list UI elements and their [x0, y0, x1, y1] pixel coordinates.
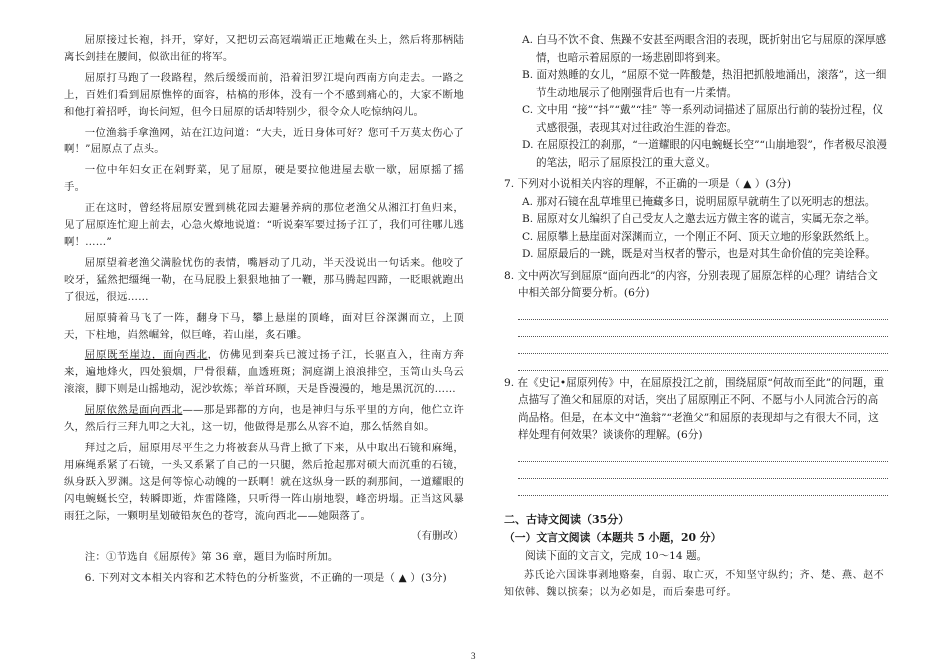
story-column	[64, 32, 464, 591]
option-d: D. 屈原最后的一跳，既是对当权者的警示，也是对其生命价值的完美诠释。	[522, 248, 876, 260]
question-6-options	[504, 32, 888, 172]
abridged-mark: （有删改）	[411, 530, 464, 543]
answer-line[interactable]	[518, 479, 888, 496]
option-c: C. 屈原攀上悬崖面对深渊而立，一个刚正不阿、顶天立地的形象跃然纸上。	[522, 230, 876, 243]
question-8	[504, 268, 888, 371]
story-paragraph: 屈原打马跑了一段路程，然后缓缓而前，沿着汨罗江堤向西南方向走去。一路之上，百姓们看到屈原憔悴的面容，枯槁的形体，没有一个不感到痛心的，大家不断地和他打着招呼，询长问短，但今日屈原的话却特别少，很令众人吃惊纳闷儿。	[64, 71, 464, 118]
story-paragraph: 屈原接过长袍，抖开，穿好，又把切云高冠端端正正地戴在头上，然后将那柄陆离长剑挂在腰间，似欲出征的将军。	[64, 34, 464, 63]
paragraph-text: ，仿佛见到秦兵已渡过扬子江，长驱直入，往南方奔来，遍地烽火，四处狼烟，尸骨很藉，血透班斑；洞庭湖上浪浪排空，玉笥山头乌云滚滚，脚下则是山摇地动，泥沙软炼；举首环顾，天是昏漫漫的，地是黑沉沉的……	[64, 349, 464, 396]
questions-column	[504, 32, 888, 601]
answer-line[interactable]	[518, 303, 888, 320]
question-7	[504, 176, 888, 264]
answer-line[interactable]	[518, 445, 888, 462]
option-a: A. 白马不饮不食、焦躁不安甚至两眼含泪的表现，既折射出它与屈原的深厚感情，也暗示着屈原的一场悲剧即将到来。	[522, 34, 886, 64]
answer-line[interactable]	[518, 462, 888, 479]
section-2-title: 二、古诗文阅读（35分）	[504, 512, 630, 526]
option-b: B. 屈原对女儿编织了自己受友人之邀去远方做主客的谎言，实属无奈之举。	[522, 213, 876, 225]
answer-line[interactable]	[518, 337, 888, 354]
story-paragraph: 拜过之后，屈原用尽平生之力将被套从马背上掀了下来，从中取出石镜和麻绳，用麻绳系紧了石镜，一头又系紧了自己的一只腿，然后抢起那对硕大而沉重的石镜，纵身跃入罗渊。这是何等惊心动魄的一跃啊！就在这纵身一跃的刹那间，一道耀眼的闪电蜿蜒长空，转瞬即逝，炸雷隆隆，只听得一阵山崩地裂，峰峦坍塌。正当这风暴雨狂之际，一颗明星划破铅灰色的苍穹，流向西北——她陨落了。	[64, 441, 464, 522]
story-paragraph-underlined-2	[64, 402, 464, 436]
question-7-stem: 7. 下列对小说相关内容的理解，不正确的一项是（ ▲ ）(3分)	[504, 178, 792, 190]
option-a: A. 那对石镜在乱草堆里已掩藏多日，说明屈原早就萌生了以死明志的想法。	[522, 195, 876, 208]
option-d: D. 在屈原投江的刹那，“一道耀眼的闪电蜿蜒长空”“山崩地裂”，作者极尽浪漫的笔法，昭示了屈原投江的重大意义。	[522, 139, 887, 169]
question-9-stem: 9. 在《史记•屈原列传》中，在屈原投江之前，围绕屈原“何故而至此”的问题，重点描写了渔父和屈原的对话，突出了屈原刚正不阿、不愿与小人同流合污的高尚品格。但是，在本文中“渔翁”“老渔父”和屈原的表现却与之有很大不同，这样处理有何效果？谈谈你的理解。(6分)	[504, 376, 885, 441]
question-8-stem: 8. 文中两次写到屈原“面向西北”的内容，分别表现了屈原怎样的心理？请结合文中相关部分简要分析。(6分)	[504, 269, 878, 299]
source-note: 注：①节选自《屈原传》第 36 章，题目为临时所加。	[84, 551, 339, 564]
page-number: 3	[471, 651, 476, 661]
option-c: C. 文中用 “接”“抖”“戴”“挂” 等一系列动词描述了屈原出行前的装扮过程，仪式感很强，表现其对过往政治生涯的眷恋。	[522, 104, 884, 134]
underlined-phrase: 屈原既至崖边，面向西北	[84, 349, 208, 362]
answer-line[interactable]	[518, 354, 888, 371]
question-9	[504, 375, 888, 496]
option-b: B. 面对熟睡的女儿，“屈原不觉一阵酸楚，热泪把抓般地涌出，滚落”，这一细节生动地展示了他刚强背后也有一片柔情。	[522, 69, 887, 99]
underlined-phrase: 屈原依然是面向西北	[84, 404, 183, 417]
question-6-stem: 6. 下列对文本相关内容和艺术特色的分析鉴赏，不正确的一项是（ ▲ ）(3分)	[84, 572, 447, 585]
story-paragraph: 一位渔翁手拿渔网，站在江边问道：“大夫，近日身体可好？您可千万莫太伤心了啊！”屈原点了点头。	[64, 126, 464, 156]
story-paragraph: 一位中年妇女正在剁野菜，见了屈原，硬是要拉他进屋去歇一歇，屈原摇了摇手。	[64, 164, 464, 194]
story-paragraph: 屈原望着老渔父满脸忧伤的表情，嘴唇动了几动，半天没说出一句话来。他咬了咬牙，猛然把缰绳一勒，在马屁股上狠狠地抽了一鞭，那马腾起四蹄，一眨眼就跑出了很远，很远……	[64, 256, 464, 303]
story-paragraph: 屈原骑着马飞了一阵，翻身下马，攀上悬崖的顶峰，面对巨谷深渊而立，上顶天，下柱地，岿然崛耸，似巨峰，若山崖，炙石雕。	[64, 311, 464, 341]
story-paragraph-underlined-1	[64, 347, 464, 398]
reading-instruction: 阅读下面的文言文，完成 10～14 题。	[525, 549, 708, 562]
classical-passage: 苏氏论六国诛事剥地赂秦，自弱、取亡灭，不知坚守纵约；齐、楚、燕、赵不知依韩、魏以摈秦；以为必如是，而后秦患可纾。	[504, 569, 885, 598]
story-paragraph: 正在这时，曾经将屈原安置到桃花园去避暑养病的那位老渔父从湘江打鱼归来，见了屈原连忙迎上前去，心急火燎地说道：“听说秦军要过扬子江了，我们可往哪儿逃啊！……”	[64, 202, 464, 248]
paragraph-text: ——那是郢都的方向，也是神归与乐平里的方向，他伫立许久，然后行三拜九叩之大礼，这一切，他做得是那么从容不迫，那么恬然自如。	[64, 404, 464, 434]
answer-line[interactable]	[518, 320, 888, 337]
subsection-1-title: （一）文言文阅读（本题共 5 小题，20 分）	[504, 530, 722, 544]
